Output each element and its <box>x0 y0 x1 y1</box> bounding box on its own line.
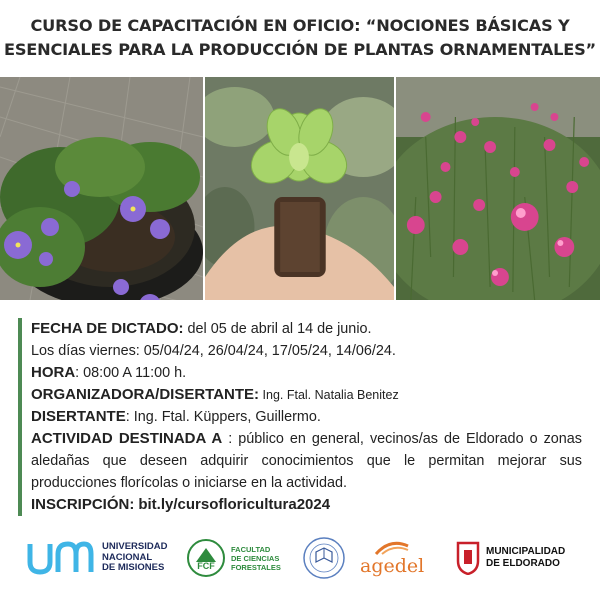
dias-row: Los días viernes: 05/04/24, 26/04/24, 17/05/24, 14/06/24. <box>31 343 396 359</box>
organizadora-label: ORGANIZADORA/DISERTANTE: <box>31 386 260 403</box>
unam-mark-icon <box>24 538 94 578</box>
photo-succulent <box>203 77 394 300</box>
disertante-label: DISERTANTE <box>31 408 126 425</box>
fecha-value: del 05 de abril al 14 de junio. <box>183 321 372 337</box>
unam-line-2: NACIONAL <box>102 551 153 563</box>
inscripcion-row <box>31 494 582 516</box>
seal-icon <box>302 536 346 580</box>
fecha-row <box>31 318 582 340</box>
fcf-mark-text: FCF <box>197 561 215 571</box>
hora-value: : 08:00 A 11:00 h. <box>75 365 187 381</box>
fcf-line-2: DE CIENCIAS <box>231 553 280 563</box>
succulent-image <box>205 77 394 300</box>
petunias-image <box>0 77 203 300</box>
unam-line-3: DE MISIONES <box>102 562 165 574</box>
fcf-logo <box>186 530 316 586</box>
actividad-row <box>31 428 582 494</box>
unam-line-1: UNIVERSIDAD <box>102 541 168 553</box>
municipalidad-logo <box>456 530 591 586</box>
inscripcion-link[interactable]: bit.ly/cursofloricultura2024 <box>138 496 331 513</box>
muni-shield-icon <box>456 541 480 575</box>
agedel-name: agedel <box>360 555 425 577</box>
course-title-line-1: CURSO DE CAPACITACIÓN EN OFICIO: “NOCIONES BÁSICAS Y <box>30 16 570 35</box>
university-seal-logo <box>302 530 352 586</box>
actividad-label: ACTIVIDAD DESTINADA A <box>31 430 223 447</box>
course-title <box>0 14 600 62</box>
course-title-line-2: ESENCIALES PARA LA PRODUCCIÓN DE PLANTAS ORNAMENTALES” <box>3 40 596 59</box>
photo-strip <box>0 77 600 300</box>
agedel-swoosh-icon <box>372 540 412 556</box>
muni-line-2: DE ELDORADO <box>486 558 560 569</box>
organizadora-row <box>31 384 582 406</box>
hora-row <box>31 362 582 384</box>
agedel-logo <box>360 530 448 586</box>
inscripcion-label: INSCRIPCIÓN: <box>31 496 135 513</box>
disertante-row <box>31 406 582 428</box>
unam-logo <box>24 530 189 586</box>
gomphrena-image <box>396 77 600 300</box>
muni-line-1: MUNICIPALIDAD <box>486 546 566 557</box>
sponsor-logos <box>0 530 600 586</box>
fecha-label: FECHA DE DICTADO: <box>31 320 184 337</box>
actividad-value: : público en general, vecinos/as de Eldorado o zonas aledañas que deseen adquirir conocimientos que le permitan mejorar sus producciones florícolas o iniciarse en la actividad. <box>31 431 582 491</box>
fcf-mark-icon <box>186 538 226 578</box>
hora-label: HORA <box>31 364 76 381</box>
course-info <box>18 318 582 516</box>
fcf-line-3: FORESTALES <box>231 562 281 572</box>
photo-gomphrena <box>394 77 600 300</box>
disertante-value: : Ing. Ftal. Küppers, Guillermo. <box>125 409 321 425</box>
photo-petunias <box>0 77 203 300</box>
organizadora-value: Ing. Ftal. Natalia Benitez <box>259 388 399 402</box>
fcf-line-1: FACULTAD <box>231 544 271 554</box>
